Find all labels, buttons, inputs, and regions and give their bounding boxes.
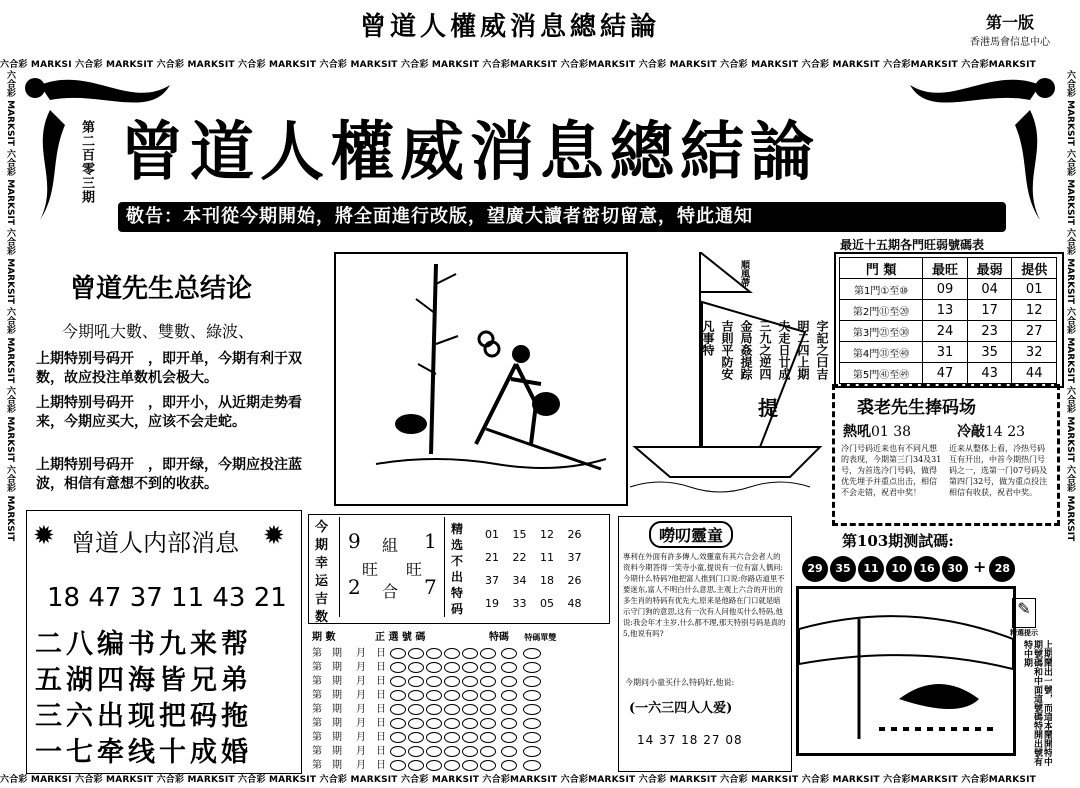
main-number-slot[interactable]	[462, 760, 478, 771]
left-border-strip: 六合彩 MARKSIT 六合彩 MARKSIT 六合彩 MARKSIT 六合彩 MARKSIT 六合彩 MARKSIT 六合彩 MARKSIT	[5, 70, 15, 542]
test-ball: 10	[886, 556, 912, 582]
gate-hot: 24	[923, 321, 968, 342]
special-ball: 28	[989, 556, 1015, 582]
select-num: 19	[485, 597, 499, 610]
main-number-slot[interactable]	[444, 718, 460, 729]
gate-range: ㉑至㉚	[879, 327, 910, 339]
special-number-slot[interactable]	[501, 676, 517, 687]
gate-col-header: 最旺	[923, 258, 968, 279]
gate-hot: 09	[923, 279, 968, 300]
record-row	[312, 686, 542, 701]
gate-range: ㉛至㊵	[879, 348, 910, 360]
record-h-single: 特碼單雙	[524, 633, 557, 642]
gate-cold: 17	[967, 300, 1012, 321]
boat-poem-col: 字記之曰吉	[815, 320, 829, 380]
internal-panel	[26, 510, 302, 774]
internal-numbers: 18 47 37 11 43 21	[47, 583, 287, 613]
edition-label	[970, 10, 1050, 48]
gate-offer: 12	[1012, 300, 1057, 321]
gate-name: 第1門	[853, 285, 881, 297]
main-number-slot[interactable]	[408, 676, 424, 687]
gate-offer: 27	[1012, 321, 1057, 342]
record-row	[312, 644, 542, 659]
main-number-slot[interactable]	[462, 648, 478, 659]
special-number-slot[interactable]	[501, 662, 517, 673]
main-number-slot[interactable]	[426, 704, 442, 715]
select-num: 05	[540, 597, 554, 610]
test-ball: 29	[802, 556, 828, 582]
cold-nums: 14 23	[985, 424, 1026, 440]
cartoon-note-text: 上期鬧出一號，而這本鬧開特中期號碼和中面這號碼特開出號有特中期	[1022, 640, 1052, 766]
boat-poem-mark: 提	[758, 396, 778, 420]
select-num: 15	[512, 528, 527, 541]
record-period: 第 期	[312, 662, 342, 673]
main-number-slot[interactable]	[390, 648, 406, 659]
tong-numbers: 14 37 18 27 08	[637, 733, 743, 747]
tong-body: 專利在外面有許多傳人,效靈童有其六合会者人的资料今期答得一笑寺小童,提说有一位有富人偶问:今期什么特码?他把富人推到门口说:你路店道里不要迷东,富人不明白什么意思,主观上六合的开出的多生肖的特码有优先大,原来是他路在门口就是暗示守门狗的意思,这有一次有人问他买什么特码,他说:我会年才主岁,什么都不理,那天特别号码是真的5,他说有吗?	[623, 552, 786, 638]
main-number-slot[interactable]	[462, 746, 478, 757]
record-h-main: 正 選 號 碼	[374, 632, 426, 643]
cold-line	[957, 421, 1025, 441]
gate-cell	[840, 342, 923, 363]
cartoon-woodcutter	[336, 254, 626, 504]
select-num: 12	[540, 528, 554, 541]
old-man-title: 裘老先生捧码场	[857, 398, 976, 418]
main-number-slot[interactable]	[444, 676, 460, 687]
summary-para-3: 上期特别号码开 ，即开绿，今期应投注蓝波，相信有意想不到的收获。	[36, 457, 302, 492]
record-row	[312, 728, 542, 743]
main-number-slot[interactable]	[480, 718, 496, 729]
main-number-slot[interactable]	[444, 732, 460, 743]
gate-range: ㊶至㊾	[879, 369, 910, 381]
lucky-cell: 合	[382, 582, 399, 601]
edition-text: 第一版	[985, 13, 1034, 32]
gate-col-header: 提供	[1012, 258, 1057, 279]
main-number-slot[interactable]	[390, 718, 406, 729]
record-row	[312, 742, 542, 757]
table-row	[840, 363, 1057, 384]
boat-poem-col: 凡事特	[701, 320, 715, 356]
main-number-slot[interactable]	[480, 760, 496, 771]
boat-flag-text: 順風帶	[739, 260, 749, 287]
main-number-slot[interactable]	[408, 704, 424, 715]
select-num: 26	[567, 574, 582, 587]
brush-icon: ✎	[1012, 598, 1036, 628]
old-man-panel	[832, 384, 1060, 526]
special-number-slot[interactable]	[501, 746, 517, 757]
bottom-border-strip: 六合彩 MARKSI 六合彩 MARKSIT 六合彩 MARKSIT 六合彩 MARKSIT 六合彩 MARKSIT 六合彩 MARKSIT 六合彩MARKSIT 六合彩MARKSIT 六合彩 MARKSIT 六合彩 MARKSIT 六合彩 MARKSIT 六合彩MARKSIT 六合彩MARKSIT	[0, 775, 1037, 785]
main-number-slot[interactable]	[444, 746, 460, 757]
gate-table-caption: 最近十五期各門旺弱號碼表	[840, 238, 985, 252]
gate-col-header: 最弱	[967, 258, 1012, 279]
gate-name: 第2門	[852, 306, 880, 318]
main-number-slot[interactable]	[408, 732, 424, 743]
main-number-slot[interactable]	[480, 732, 496, 743]
gate-offer: 44	[1012, 363, 1057, 384]
lucky-cell: 旺	[406, 560, 423, 579]
lucky-cell: 旺	[362, 560, 379, 579]
main-number-slot[interactable]	[480, 662, 496, 673]
lucky-cell: 2	[348, 575, 361, 599]
odd-even-slot[interactable]	[523, 648, 541, 659]
odd-even-slot[interactable]	[523, 704, 541, 715]
record-row	[312, 714, 542, 729]
record-period: 第 期	[312, 648, 342, 659]
test-ball: 30	[942, 556, 968, 582]
sun-icon: ✹	[33, 521, 55, 551]
main-number-slot[interactable]	[426, 760, 442, 771]
odd-even-slot[interactable]	[523, 732, 541, 743]
main-number-slot[interactable]	[390, 676, 406, 687]
cold-label: 冷敲	[957, 424, 985, 440]
main-number-slot[interactable]	[462, 690, 478, 701]
cartoon-panel-park	[796, 586, 1016, 756]
record-period: 第 期	[312, 676, 342, 687]
special-number-slot[interactable]	[501, 718, 517, 729]
gate-hot: 47	[923, 363, 968, 384]
select-num: 01	[485, 528, 499, 541]
summary-para-1: 上期特别号码开 ，即开单，今期有利于双数，故应投注单数机会极大。	[36, 351, 302, 386]
gate-cell	[840, 300, 923, 321]
main-number-slot[interactable]	[444, 760, 460, 771]
odd-even-slot[interactable]	[523, 746, 541, 757]
lucky-cell: 9	[348, 529, 361, 553]
select-row	[485, 569, 582, 592]
gate-cold: 04	[967, 279, 1012, 300]
main-number-slot[interactable]	[390, 732, 406, 743]
record-row	[312, 658, 542, 673]
select-num: 18	[540, 574, 554, 587]
boat-poem-col: 三九之逆四	[758, 320, 772, 380]
gate-range: ①至⑩	[880, 285, 909, 297]
select-num: 37	[567, 551, 582, 564]
main-number-slot[interactable]	[444, 704, 460, 715]
gate-cold: 23	[967, 321, 1012, 342]
summary-title: 曾道先生总结论	[70, 274, 253, 304]
test-ball: 16	[914, 556, 940, 582]
sun-icon: ✹	[263, 521, 285, 551]
odd-even-slot[interactable]	[523, 690, 541, 701]
select-grid	[485, 523, 582, 615]
record-date: 月 日	[356, 746, 386, 757]
tong-answer: (一六三四人人爱)	[629, 701, 733, 716]
old-man-text-left: 冷门号码近来也有不同凡想的表现，今期第三门34及31号，为首选冷门号码，做得优先埋予并重点出击，相信不会走错，祝君中奖！	[841, 444, 942, 497]
record-date: 月 日	[356, 718, 386, 729]
hot-label: 熱吼	[843, 424, 871, 440]
record-h-special: 特碼	[488, 632, 509, 643]
gate-cell	[840, 321, 923, 342]
tong-panel	[618, 516, 792, 772]
gate-cell	[840, 279, 923, 300]
poem-line: 五湖四海皆兄弟	[35, 665, 252, 696]
main-number-slot[interactable]	[444, 662, 460, 673]
record-h-period: 期 數	[312, 632, 336, 643]
top-border-strip: 六合彩 MARKSI 六合彩 MARKSIT 六合彩 MARKSIT 六合彩 MARKSIT 六合彩 MARKSIT 六合彩 MARKSIT 六合彩MARKSIT 六合彩MARKSIT 六合彩 MARKSIT 六合彩 MARKSIT 六合彩 MARKSIT 六合彩MARKSIT 六合彩MARKSIT	[0, 60, 1037, 70]
main-number-slot[interactable]	[408, 746, 424, 757]
odd-even-slot[interactable]	[523, 662, 541, 673]
right-border-strip: 六合彩 MARKSIT 六合彩 MARKSIT 六合彩 MARKSIT 六合彩 MARKSIT 六合彩 MARKSIT 六合彩 MARKSIT	[1065, 70, 1075, 542]
main-number-slot[interactable]	[426, 746, 442, 757]
gate-cold: 43	[967, 363, 1012, 384]
record-period: 第 期	[312, 704, 342, 715]
internal-title: 曾道人内部消息	[71, 529, 239, 557]
record-date: 月 日	[356, 662, 386, 673]
main-number-slot[interactable]	[390, 662, 406, 673]
publisher-text: 香港馬會信息中心	[970, 37, 1050, 48]
issue-number: 第二百零三期	[79, 120, 94, 204]
lucky-panel	[308, 514, 610, 624]
record-grid	[308, 628, 612, 770]
select-num: 34	[512, 574, 527, 587]
gate-cold: 35	[967, 342, 1012, 363]
special-number-slot[interactable]	[501, 732, 517, 743]
record-date: 月 日	[356, 760, 386, 771]
main-number-slot[interactable]	[390, 760, 406, 771]
main-number-slot[interactable]	[426, 718, 442, 729]
select-row	[485, 523, 582, 546]
gate-hot: 31	[923, 342, 968, 363]
record-date: 月 日	[356, 732, 386, 743]
poem-line: 三六出现把码拖	[35, 701, 252, 732]
main-number-slot[interactable]	[462, 676, 478, 687]
record-row	[312, 756, 542, 771]
gate-name: 第4門	[852, 348, 880, 360]
notice-bar: 敬告：本刊從今期開始，將全面進行改版，望廣大讀者密切留意，特此通知	[118, 202, 1006, 232]
tong-title: 嘮叨靈童	[649, 521, 733, 548]
gate-table-panel	[834, 252, 1064, 388]
record-header	[312, 628, 556, 643]
poem-line: 二八编书九来帮	[35, 629, 252, 660]
main-number-slot[interactable]	[390, 704, 406, 715]
table-row	[840, 342, 1057, 363]
top-title: 曾道人權威消息總結論	[359, 12, 660, 42]
main-number-slot[interactable]	[480, 676, 496, 687]
record-row	[312, 700, 542, 715]
main-number-slot[interactable]	[462, 662, 478, 673]
record-period: 第 期	[312, 760, 342, 771]
test-numbers	[802, 556, 1017, 582]
main-number-slot[interactable]	[408, 690, 424, 701]
record-period: 第 期	[312, 718, 342, 729]
main-number-slot[interactable]	[390, 690, 406, 701]
test-title: 第103期测試碼:	[842, 532, 954, 550]
test-ball: 35	[830, 556, 856, 582]
boat-poem-col: 明二四上期	[796, 320, 810, 380]
test-ball: 11	[858, 556, 884, 582]
lucky-cell: 組	[382, 536, 399, 555]
record-period: 第 期	[312, 732, 342, 743]
gate-offer: 32	[1012, 342, 1057, 363]
gate-name: 第3門	[852, 327, 880, 339]
lucky-cell: 7	[424, 575, 437, 599]
gate-cell	[840, 363, 923, 384]
main-number-slot[interactable]	[426, 648, 442, 659]
gate-hot: 13	[923, 300, 968, 321]
lucky-label: 今期幸运吉数	[315, 520, 329, 625]
record-period: 第 期	[312, 690, 342, 701]
main-number-slot[interactable]	[462, 718, 478, 729]
gate-col-header: 門 類	[840, 258, 923, 279]
record-period: 第 期	[312, 746, 342, 757]
main-number-slot[interactable]	[426, 690, 442, 701]
main-number-slot[interactable]	[480, 648, 496, 659]
gate-offer: 01	[1012, 279, 1057, 300]
masthead-title: 曾道人權威消息總結論	[120, 115, 820, 190]
cartoon-panel-main	[334, 252, 628, 506]
main-number-slot[interactable]	[426, 732, 442, 743]
boat-poem-col: 吉則平防安	[720, 320, 734, 380]
cartoon-park	[799, 589, 1013, 753]
select-row	[485, 546, 582, 569]
select-num: 22	[512, 551, 527, 564]
main-number-slot[interactable]	[426, 662, 442, 673]
select-num: 33	[512, 597, 527, 610]
main-number-slot[interactable]	[408, 662, 424, 673]
main-number-slot[interactable]	[444, 690, 460, 701]
special-number-slot[interactable]	[501, 648, 517, 659]
odd-even-slot[interactable]	[523, 676, 541, 687]
main-number-slot[interactable]	[390, 746, 406, 757]
main-number-slot[interactable]	[408, 718, 424, 729]
boat-poem-col: 夫走日廿成	[777, 320, 791, 380]
select-num: 11	[540, 551, 554, 564]
select-num: 21	[485, 551, 499, 564]
main-number-slot[interactable]	[480, 704, 496, 715]
gate-table	[839, 257, 1057, 384]
gate-name: 第5門	[852, 369, 880, 381]
record-date: 月 日	[356, 704, 386, 715]
record-date: 月 日	[356, 648, 386, 659]
record-row	[312, 672, 542, 687]
summary-para-2: 上期特别号码开 ，即开小，从近期走势看来，今期应买大，应该不会走蛇。	[36, 395, 302, 430]
select-num: 26	[567, 528, 582, 541]
record-date: 月 日	[356, 690, 386, 701]
special-number-slot[interactable]	[501, 704, 517, 715]
gate-range: ⑪至⑳	[879, 306, 910, 318]
plus-sign: +	[973, 557, 987, 576]
table-row	[840, 279, 1057, 300]
main-number-slot[interactable]	[408, 760, 424, 771]
tong-prompt: 今期问小童买什么特码好,他说:	[625, 678, 735, 687]
select-label: 精选不出特码	[451, 522, 464, 616]
odd-even-slot[interactable]	[523, 760, 541, 771]
summary-line: 今期吼大數、雙數、綠波、	[62, 322, 255, 341]
special-number-slot[interactable]	[501, 760, 517, 771]
main-number-slot[interactable]	[480, 690, 496, 701]
select-row	[485, 592, 582, 615]
hot-line	[843, 421, 911, 441]
poem-line: 一七牵线十成婚	[35, 737, 252, 768]
main-number-slot[interactable]	[462, 732, 478, 743]
special-number-slot[interactable]	[501, 690, 517, 701]
select-num: 48	[567, 597, 582, 610]
table-row	[840, 300, 1057, 321]
lucky-cell: 1	[424, 529, 437, 553]
record-date: 月 日	[356, 676, 386, 687]
internal-poem	[35, 627, 252, 771]
main-number-slot[interactable]	[480, 746, 496, 757]
cartoon-note-label: 精選提示	[1010, 628, 1038, 637]
lucky-grid	[339, 517, 445, 617]
main-number-slot[interactable]	[426, 676, 442, 687]
hot-nums: 01 38	[871, 424, 912, 440]
table-row	[840, 321, 1057, 342]
main-number-slot[interactable]	[408, 648, 424, 659]
boat-poem-col: 金局姦提踪	[739, 320, 753, 380]
select-num: 37	[485, 574, 499, 587]
old-man-text-right: 近来从整体上看，冷热号码互有开出，中首今期热门号码之一，选第一门07号码及第四门32号，做为重点投注相信有收获，祝君中奖。	[949, 444, 1048, 497]
gate-table-header	[840, 258, 1057, 279]
main-number-slot[interactable]	[462, 704, 478, 715]
odd-even-slot[interactable]	[523, 718, 541, 729]
main-number-slot[interactable]	[444, 648, 460, 659]
